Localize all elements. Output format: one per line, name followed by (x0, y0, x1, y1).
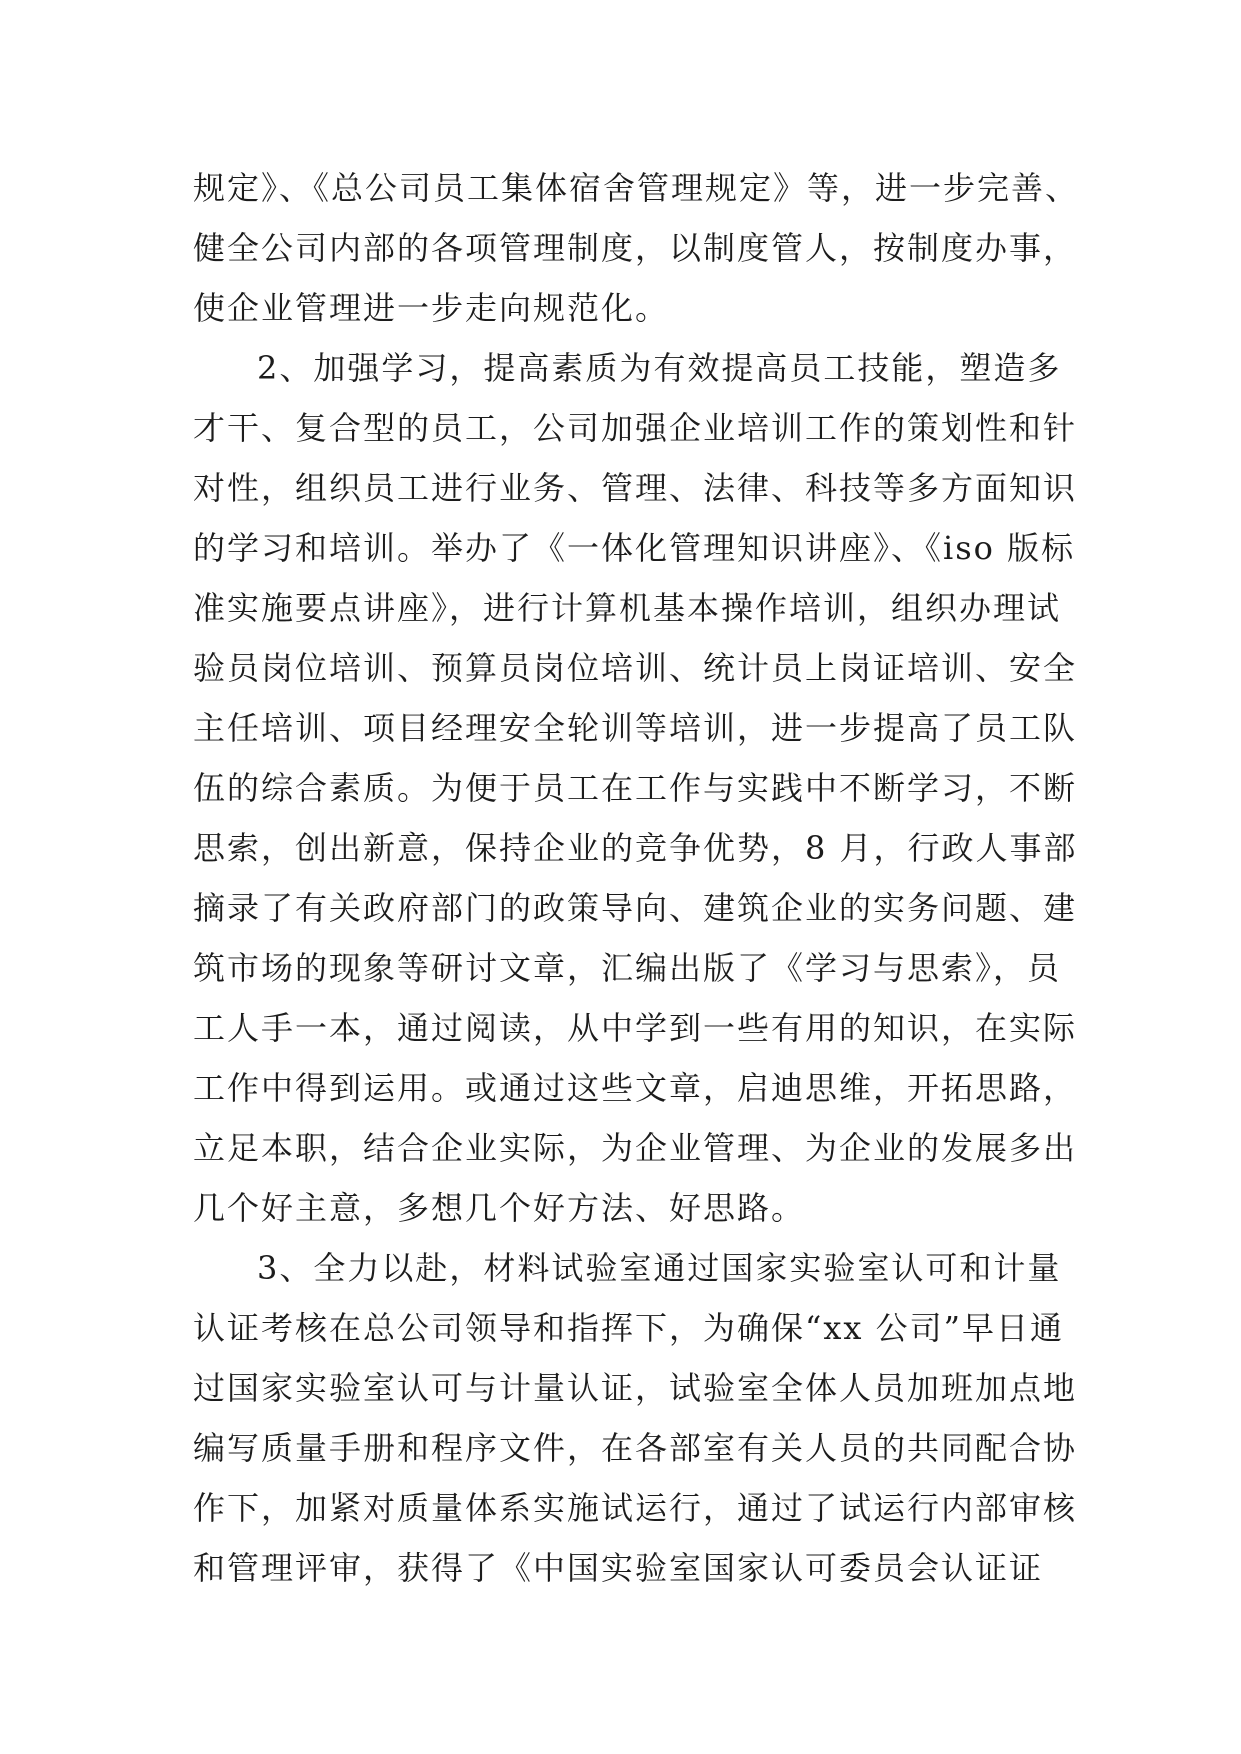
text-line: 作下，加紧对质量体系实施试运行，通过了试运行内部审核 (193, 1489, 1078, 1527)
text-line: 立足本职，结合企业实际，为企业管理、为企业的发展多出 (193, 1129, 1078, 1167)
text-line: 验员岗位培训、预算员岗位培训、统计员上岗证培训、安全 (193, 649, 1078, 687)
text-line: 认证考核在总公司领导和指挥下，为确保“xx 公司”早日通 (193, 1309, 1064, 1347)
text-line: 和管理评审，获得了《中国实验室国家认可委员会认证证 (193, 1549, 1044, 1587)
text-line: 筑市场的现象等研讨文章，汇编出版了《学习与思索》，员 (193, 949, 1062, 987)
text-line: 才干、复合型的员工，公司加强企业培训工作的策划性和针 (193, 409, 1078, 447)
text-line: 2、加强学习，提高素质为有效提高员工技能，塑造多 (257, 349, 1062, 387)
text-line: 过国家实验室认可与计量认证，试验室全体人员加班加点地 (193, 1369, 1078, 1407)
text-line: 健全公司内部的各项管理制度，以制度管人，按制度办事， (193, 229, 1078, 267)
text-line: 工人手一本，通过阅读，从中学到一些有用的知识，在实际 (193, 1009, 1078, 1047)
text-line: 3、全力以赴，材料试验室通过国家实验室认可和计量 (257, 1249, 1062, 1287)
text-line: 对性，组织员工进行业务、管理、法律、科技等多方面知识 (193, 469, 1078, 507)
text-line: 摘录了有关政府部门的政策导向、建筑企业的实务问题、建 (193, 889, 1078, 927)
text-line: 几个好主意，多想几个好方法、好思路。 (193, 1189, 806, 1227)
text-line: 伍的综合素质。为便于员工在工作与实践中不断学习，不断 (193, 769, 1078, 807)
text-line: 准实施要点讲座》，进行计算机基本操作培训，组织办理试 (193, 589, 1062, 627)
document-body (193, 158, 1080, 1598)
text-line: 思索，创出新意，保持企业的竞争优势，8 月，行政人事部 (193, 829, 1078, 867)
paragraph-item-2 (193, 338, 1078, 1238)
text-line: 的学习和培训。举办了《一体化管理知识讲座》、《iso 版标 (193, 529, 1076, 567)
text-line: 编写质量手册和程序文件，在各部室有关人员的共同配合协 (193, 1429, 1078, 1467)
text-line: 规定》、《总公司员工集体宿舍管理规定》等，进一步完善、 (193, 169, 1080, 207)
paragraph-item-3 (193, 1238, 1078, 1598)
text-line: 使企业管理进一步走向规范化。 (193, 289, 670, 327)
text-line: 工作中得到运用。或通过这些文章，启迪思维，开拓思路， (193, 1069, 1078, 1107)
paragraph-continuation (193, 158, 1080, 338)
text-line: 主任培训、项目经理安全轮训等培训，进一步提高了员工队 (193, 709, 1078, 747)
